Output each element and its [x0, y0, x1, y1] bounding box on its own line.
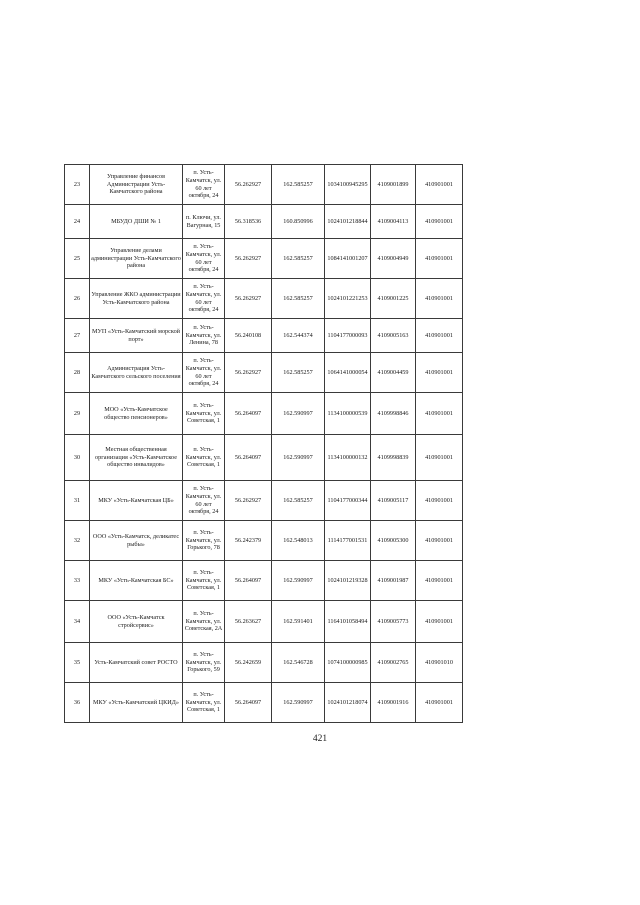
- cell-latitude: 56.242379: [225, 521, 272, 561]
- cell-latitude: 56.242659: [225, 643, 272, 683]
- cell-organization-name: МКУ «Усть-Камчатский ЦКИД»: [90, 683, 183, 723]
- cell-longitude: 162.585257: [272, 239, 325, 279]
- cell-address: п. Усть-Камчатск, ул. Советская, 1: [183, 393, 225, 435]
- cell-inn: 4109004459: [371, 353, 416, 393]
- cell-row-number: 34: [65, 601, 90, 643]
- cell-longitude: 162.548013: [272, 521, 325, 561]
- cell-address: п. Усть-Камчатск, ул. Ленина, 78: [183, 319, 225, 353]
- table-row: [65, 561, 463, 601]
- cell-latitude: 56.264097: [225, 435, 272, 481]
- cell-row-number: 35: [65, 643, 90, 683]
- cell-organization-name: Управление финансов Администрации Усть-Камчатского района: [90, 165, 183, 205]
- cell-kpp: 410901001: [416, 239, 463, 279]
- cell-ogrn: 1104177000344: [325, 481, 371, 521]
- cell-ogrn: 1114177001531: [325, 521, 371, 561]
- cell-latitude: 56.264097: [225, 561, 272, 601]
- cell-kpp: 410901001: [416, 319, 463, 353]
- cell-row-number: 36: [65, 683, 90, 723]
- cell-organization-name: МУП «Усть-Камчатский морской порт»: [90, 319, 183, 353]
- cell-inn: 4109004949: [371, 239, 416, 279]
- cell-latitude: 56.262927: [225, 279, 272, 319]
- cell-latitude: 56.262927: [225, 165, 272, 205]
- table-row: [65, 601, 463, 643]
- cell-ogrn: 1024101221253: [325, 279, 371, 319]
- cell-kpp: 410901001: [416, 561, 463, 601]
- cell-organization-name: ООО «Усть-Камчатск, деликатес рыбы»: [90, 521, 183, 561]
- cell-address: п. Ключи, ул. Вагурная, 15: [183, 205, 225, 239]
- table-row: [65, 165, 463, 205]
- cell-latitude: 56.264097: [225, 393, 272, 435]
- cell-latitude: 56.262927: [225, 353, 272, 393]
- cell-organization-name: Местная общественная организация «Усть-Камчатское общество инвалидов»: [90, 435, 183, 481]
- cell-ogrn: 1034100945295: [325, 165, 371, 205]
- cell-kpp: 410901001: [416, 279, 463, 319]
- cell-ogrn: 1074100000985: [325, 643, 371, 683]
- cell-inn: 4109005773: [371, 601, 416, 643]
- table-body: [65, 165, 463, 723]
- cell-kpp: 410901001: [416, 205, 463, 239]
- table-row: [65, 683, 463, 723]
- cell-row-number: 32: [65, 521, 90, 561]
- cell-longitude: 162.544374: [272, 319, 325, 353]
- cell-longitude: 160.850996: [272, 205, 325, 239]
- cell-row-number: 27: [65, 319, 90, 353]
- cell-inn: 4109998846: [371, 393, 416, 435]
- cell-longitude: 162.590997: [272, 561, 325, 601]
- cell-row-number: 26: [65, 279, 90, 319]
- cell-longitude: 162.585257: [272, 165, 325, 205]
- cell-ogrn: 1064141000054: [325, 353, 371, 393]
- cell-ogrn: 1024101219328: [325, 561, 371, 601]
- cell-ogrn: 1104177000093: [325, 319, 371, 353]
- cell-row-number: 25: [65, 239, 90, 279]
- table-row: [65, 205, 463, 239]
- cell-organization-name: МКУ «Усть-Камчатская ЦБ»: [90, 481, 183, 521]
- cell-ogrn: 1134100000132: [325, 435, 371, 481]
- cell-ogrn: 1084141001207: [325, 239, 371, 279]
- cell-row-number: 24: [65, 205, 90, 239]
- table-row: [65, 521, 463, 561]
- table-row: [65, 393, 463, 435]
- cell-row-number: 30: [65, 435, 90, 481]
- cell-organization-name: Управление ЖКО администрации Усть-Камчатского района: [90, 279, 183, 319]
- cell-row-number: 28: [65, 353, 90, 393]
- cell-organization-name: МБУДО ДШИ № 1: [90, 205, 183, 239]
- cell-address: п. Усть-Камчатск, ул. Советская, 1: [183, 561, 225, 601]
- cell-address: п. Усть-Камчатск, ул. 60 лет октября, 24: [183, 165, 225, 205]
- cell-inn: 4109005300: [371, 521, 416, 561]
- cell-row-number: 29: [65, 393, 90, 435]
- cell-address: п. Усть-Камчатск, ул. Горького, 78: [183, 521, 225, 561]
- cell-longitude: 162.590997: [272, 683, 325, 723]
- cell-organization-name: Управление делами администрации Усть-Камчатского района: [90, 239, 183, 279]
- cell-inn: 4109002765: [371, 643, 416, 683]
- table-row: [65, 435, 463, 481]
- cell-kpp: 410901001: [416, 353, 463, 393]
- cell-longitude: 162.590997: [272, 393, 325, 435]
- cell-latitude: 56.318536: [225, 205, 272, 239]
- cell-inn: 4109004113: [371, 205, 416, 239]
- table-row: [65, 279, 463, 319]
- cell-organization-name: Администрация Усть-Камчатского сельского поселения: [90, 353, 183, 393]
- cell-inn: 4109001225: [371, 279, 416, 319]
- cell-longitude: 162.585257: [272, 279, 325, 319]
- cell-kpp: 410901001: [416, 683, 463, 723]
- cell-address: п. Усть-Камчатск, ул. Советская, 2А: [183, 601, 225, 643]
- cell-address: п. Усть-Камчатск, ул. Советская, 1: [183, 683, 225, 723]
- cell-inn: 4109001916: [371, 683, 416, 723]
- cell-longitude: 162.585257: [272, 353, 325, 393]
- cell-inn: 4109005117: [371, 481, 416, 521]
- cell-inn: 4109001899: [371, 165, 416, 205]
- cell-organization-name: ООО «Усть-Камчатск стройсервис»: [90, 601, 183, 643]
- cell-ogrn: 1134100000539: [325, 393, 371, 435]
- cell-ogrn: 1164101058494: [325, 601, 371, 643]
- cell-kpp: 410901010: [416, 643, 463, 683]
- cell-organization-name: МКУ «Усть-Камчатская БС»: [90, 561, 183, 601]
- cell-kpp: 410901001: [416, 435, 463, 481]
- cell-kpp: 410901001: [416, 393, 463, 435]
- cell-longitude: 162.591401: [272, 601, 325, 643]
- cell-inn: 4109001987: [371, 561, 416, 601]
- cell-row-number: 33: [65, 561, 90, 601]
- cell-latitude: 56.262927: [225, 239, 272, 279]
- cell-address: п. Усть-Камчатск, ул. Горького, 59: [183, 643, 225, 683]
- table-row: [65, 481, 463, 521]
- cell-address: п. Усть-Камчатск, ул. 60 лет октября, 24: [183, 239, 225, 279]
- cell-inn: 4109998839: [371, 435, 416, 481]
- cell-ogrn: 1024101218844: [325, 205, 371, 239]
- cell-longitude: 162.585257: [272, 481, 325, 521]
- cell-longitude: 162.546728: [272, 643, 325, 683]
- cell-kpp: 410901001: [416, 165, 463, 205]
- cell-latitude: 56.263627: [225, 601, 272, 643]
- cell-address: п. Усть-Камчатск, ул. 60 лет октября, 24: [183, 279, 225, 319]
- cell-row-number: 23: [65, 165, 90, 205]
- cell-ogrn: 1024101218074: [325, 683, 371, 723]
- table-row: [65, 353, 463, 393]
- table-row: [65, 319, 463, 353]
- cell-address: п. Усть-Камчатск, ул. 60 лет октября, 24: [183, 481, 225, 521]
- cell-organization-name: МОО «Усть-Камчатское общество пенсионеров»: [90, 393, 183, 435]
- page-number: 421: [312, 734, 328, 744]
- cell-latitude: 56.264097: [225, 683, 272, 723]
- cell-latitude: 56.240108: [225, 319, 272, 353]
- cell-organization-name: Усть-Камчатский совет РОСТО: [90, 643, 183, 683]
- cell-address: п. Усть-Камчатск, ул. Советская, 1: [183, 435, 225, 481]
- cell-kpp: 410901001: [416, 481, 463, 521]
- cell-inn: 4109005163: [371, 319, 416, 353]
- table-row: [65, 239, 463, 279]
- cell-address: п. Усть-Камчатск, ул. 60 лет октября, 24: [183, 353, 225, 393]
- cell-longitude: 162.590997: [272, 435, 325, 481]
- cell-kpp: 410901001: [416, 521, 463, 561]
- cell-latitude: 56.262927: [225, 481, 272, 521]
- table-row: [65, 643, 463, 683]
- organizations-table: [64, 164, 463, 723]
- cell-kpp: 410901001: [416, 601, 463, 643]
- cell-row-number: 31: [65, 481, 90, 521]
